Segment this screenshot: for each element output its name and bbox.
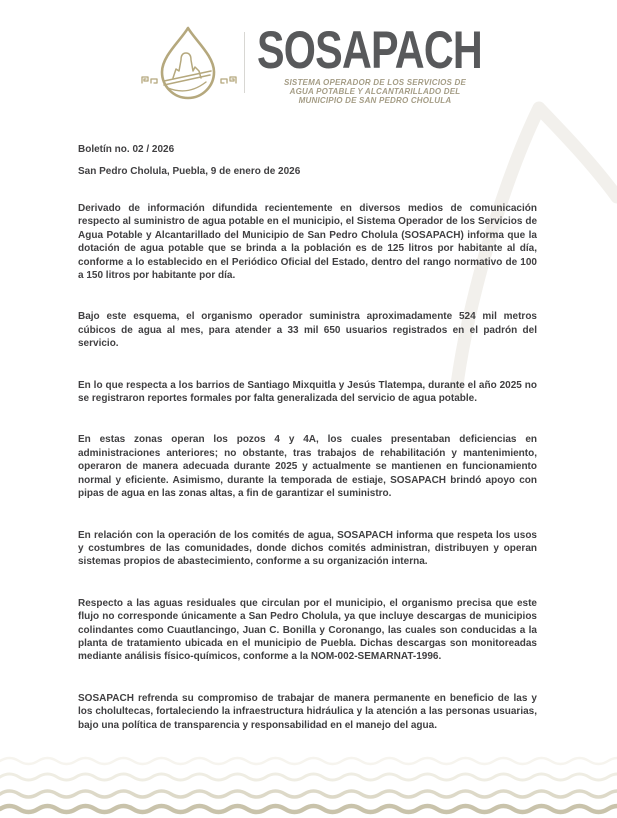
org-subtitle [257, 78, 493, 105]
paragraph-1: Derivado de información difundida recientemente en diversos medios de comunicación respecto al suministro de agua potable en el municipio, el Sistema Operador de los Servicios de Agua Potable y Alcantarillado del Municipio de San Pedro Cholula (SOSAPACH) informa que la dotación de agua potable que se brinda a la población es de 125 litros por habitante al día, conforme a lo establecido en el Periódico Oficial del Estado, dentro del rango normativo de 100 a 150 litros por habitante por día. [78, 203, 537, 282]
paragraph-3: En lo que respecta a los barrios de Santiago Mixquitla y Jesús Tlatempa, durante el año 2025 no se registraron reportes formales por falta generalizada del servicio de agua potable. [78, 379, 537, 405]
org-subtitle-line: MUNICIPIO DE SAN PEDRO CHOLULA [298, 96, 452, 105]
header-divider [244, 32, 245, 93]
bulletin-body [78, 143, 537, 732]
paragraph-7: SOSAPACH refrenda su compromiso de trabajar de manera permanente en beneficio de las y los cholultecas, fortaleciendo la infraestructura hidráulica y la atención a las personas usuarias, bajo una política de transparencia y responsabilidad en el manejo del agua. [78, 692, 537, 731]
sosapach-logo [140, 22, 240, 102]
org-name: SOSAPACH [257, 21, 482, 80]
paragraph-2: Bajo este esquema, el organismo operador suministra aproximadamente 524 mil metros cúbicos de agua al mes, para atender a 33 mil 650 usuarios registrados en el padrón del servicio. [78, 311, 537, 350]
wave-line-2 [0, 774, 617, 780]
wave-line-1 [0, 758, 617, 764]
greca-right-icon [221, 77, 236, 83]
wave-line-3 [0, 791, 617, 797]
wave-decoration [0, 753, 617, 818]
bulletin-number: Boletín no. 02 / 2026 [78, 144, 175, 155]
dateline: San Pedro Cholula, Puebla, 9 de enero de 2026 [78, 166, 301, 177]
paragraph-4: En estas zonas operan los pozos 4 y 4A, los cuales presentaban deficiencias en administraciones anteriores; no obstante, tras trabajos de rehabilitación y mantenimiento, operaron de manera adecuada durante 2025 y actualmente se mantienen en funcionamiento normal y eficiente. Asimismo, durante la temporada de estiaje, SOSAPACH brindó apoyo con pipas de agua en las zonas altas, a fin de garantizar el suministro. [78, 434, 537, 500]
greca-left-icon [142, 77, 157, 83]
title-block [257, 21, 493, 105]
org-subtitle-line: AGUA POTABLE Y ALCANTARILLADO DEL [289, 87, 461, 96]
org-subtitle-line: SISTEMA OPERADOR DE LOS SERVICIOS DE [283, 78, 467, 87]
paragraph-5: En relación con la operación de los comités de agua, SOSAPACH informa que respeta los usos y costumbres de las comunidades, donde dichos comités administran, distribuyen y operan sistemas propios de abastecimiento, conforme a su organización interna. [78, 529, 537, 568]
water-drop-icon [162, 28, 214, 98]
paragraph-6: Respecto a las aguas residuales que circulan por el municipio, el organismo precisa que este flujo no corresponde únicamente a San Pedro Cholula, ya que incluye descargas de municipios colindantes como Cuautlancingo, Juan C. Bonilla y Coronango, las cuales son conducidas a la planta de tratamiento ubicada en el municipio de Puebla. Dichas descargas son monitoreadas mediante análisis físico-químicos, conforme a la NOM-002-SEMARNAT-1996. [78, 597, 537, 663]
wave-line-4 [0, 806, 617, 812]
